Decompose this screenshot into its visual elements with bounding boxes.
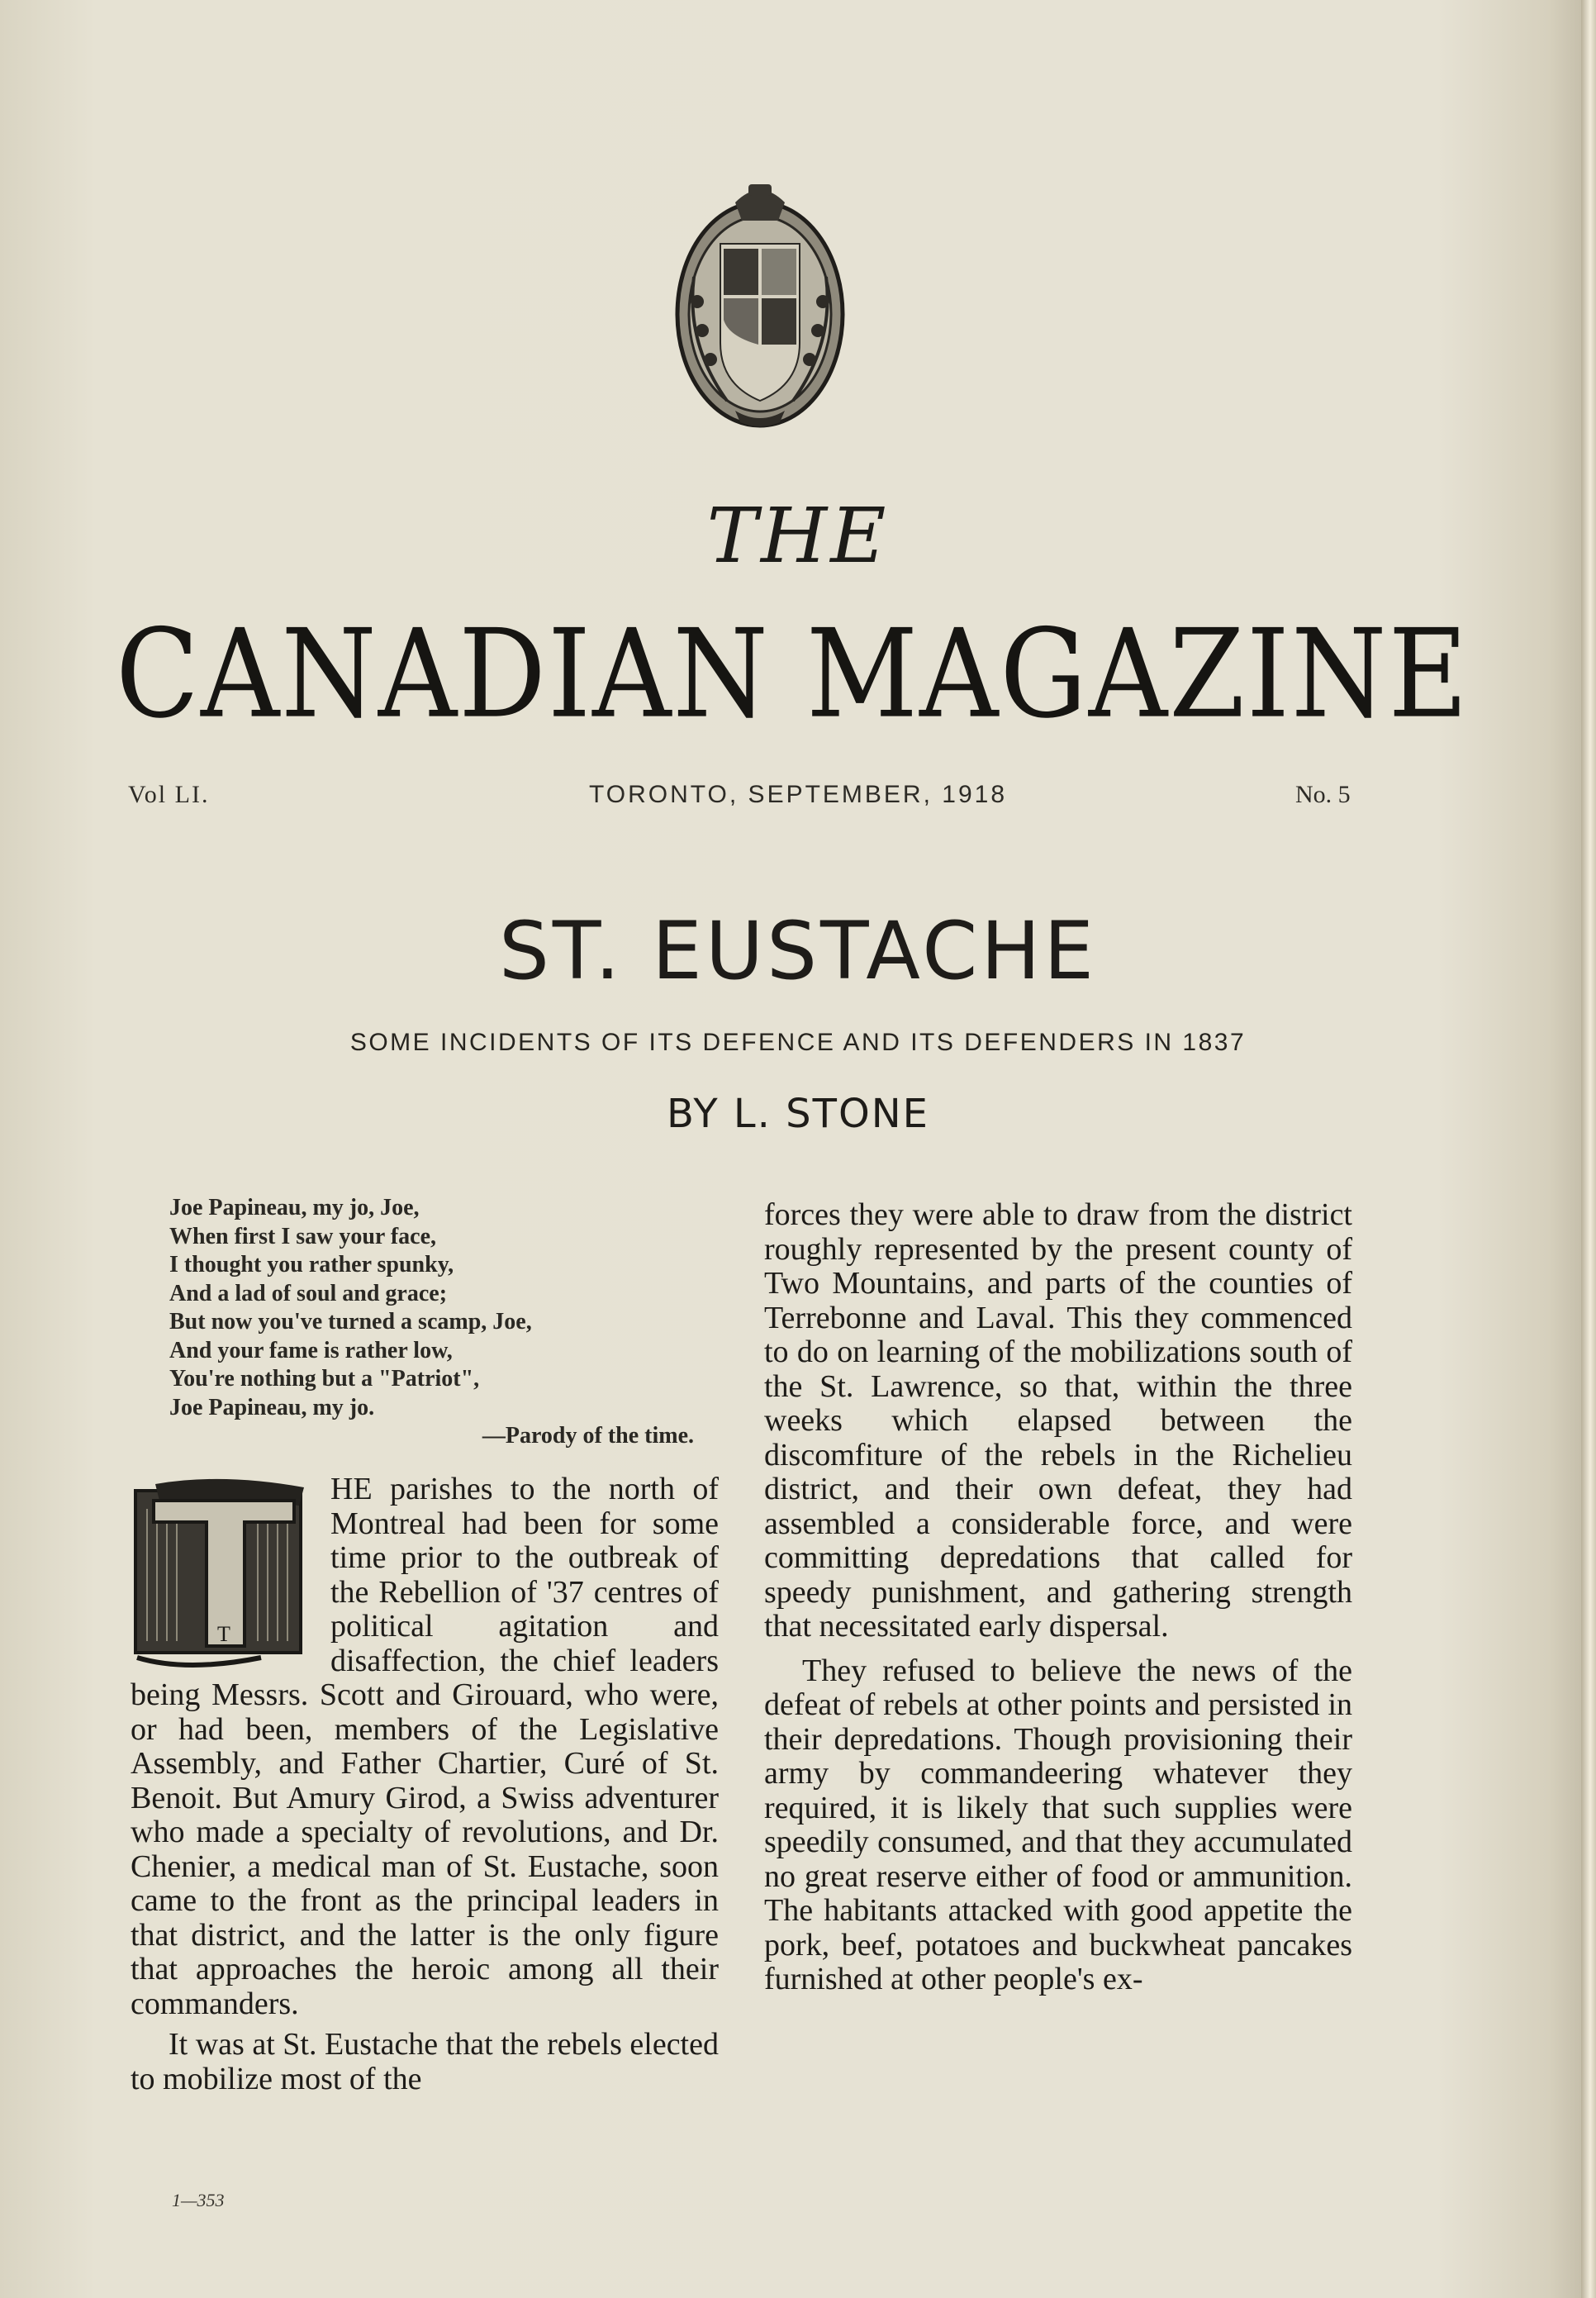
poem-line: And a lad of soul and grace;: [169, 1280, 448, 1306]
page-edge: [1581, 0, 1596, 2298]
poem-line: Joe Papineau, my jo, Joe,: [169, 1195, 420, 1220]
article-subtitle: SOME INCIDENTS OF ITS DEFENCE AND ITS DEFENDERS IN 1837: [349, 1029, 1247, 1056]
article-byline: BY L. STONE: [667, 1091, 929, 1137]
paragraph: It was at St. Eustache that the rebels elected to mobilize most of the: [131, 2027, 719, 2096]
volume-number: Vol LI.: [128, 781, 210, 808]
article-title: ST. EUSTACHE: [498, 905, 1098, 997]
poem-line: You're nothing but a "Patriot",: [169, 1366, 480, 1392]
paragraph: They refused to believe the news of the defeat of rebels at other points and persisted in their depredations. Though provisioning their army by commandeering whatever they required, it is likely that such supplies were speedily consumed, and that they accumulated no great reserve either of food or ammunition. The habitants attacked with good appetite the pork, beef, potatoes and buckwheat pancakes furnished at other people's ex-: [764, 1653, 1352, 1996]
drop-cap-letter: T: [217, 1622, 230, 1646]
coat-of-arms-icon: [669, 178, 851, 434]
poem-line: And your fame is rather low,: [169, 1337, 453, 1363]
page-folio: 1—353: [172, 2190, 225, 2210]
masthead-the: THE: [706, 492, 890, 580]
issue-place-date: TORONTO, SEPTEMBER, 1918: [588, 781, 1008, 808]
poem-line: But now you've turned a scamp, Joe,: [169, 1309, 532, 1335]
masthead-title: CANADIAN MAGAZINE: [116, 603, 1470, 746]
poem-attribution: —Parody of the time.: [482, 1423, 694, 1449]
epigraph-poem: [169, 1194, 698, 1451]
paragraph: forces they were able to draw from the district roughly represented by the present county of Two Mountains, and parts of the counties of Terrebonne and Laval. This they commenced to do on learning of the mobilizations south of the St. Lawrence, so that, within the three weeks which elapsed between the discomfiture of the rebels in the Richelieu district, and their own defeat, they had assembled a considerable force, and were committing depredations that called for speedy punishment, and gathering strength that necessitated early dispersal.: [764, 1197, 1352, 1644]
issue-number: No. 5: [1295, 781, 1351, 808]
poem-line: I thought you rather spunky,: [169, 1252, 454, 1277]
right-column: [764, 1198, 1352, 1997]
left-column: [131, 1473, 719, 2096]
poem-line: When first I saw your face,: [169, 1223, 437, 1249]
ornamental-initial-icon: [131, 1476, 312, 1674]
paragraph: HE parishes to the north of Montreal had been for some time prior to the outbreak of the Rebellion of '37 centres of political agitation and disaffection, the chief leaders being Messrs. Scott and Girouard, who were, or had been, members of the Legislative Assembly, and Father Chartier, Curé of St. Benoit. But Amury Girod, a Swiss adventurer who made a specialty of revolutions, and Dr. Chenier, a medical man of St. Eustache, soon came to the front as the principal leaders in that district, and the latter is the only figure that approaches the heroic among all their commanders.: [131, 1472, 719, 2021]
poem-line: Joe Papineau, my jo.: [169, 1394, 375, 1420]
